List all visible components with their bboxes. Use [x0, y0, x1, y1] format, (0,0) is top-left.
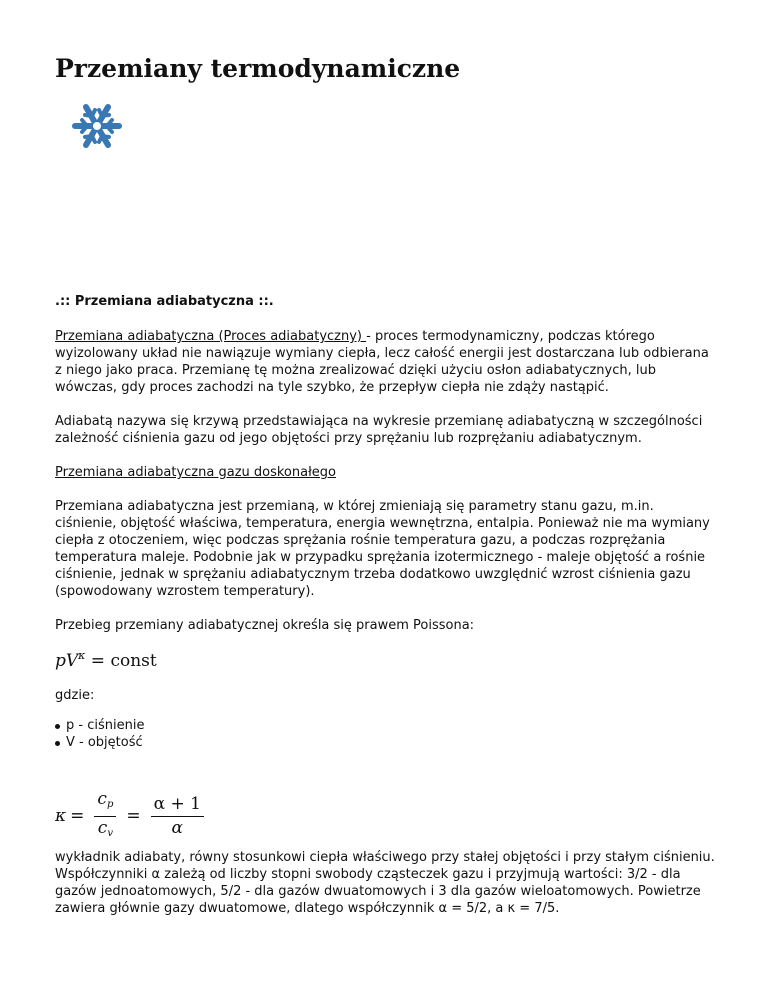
- ideal-gas-paragraph: Przemiana adiabatyczna jest przemianą, w której zmieniają się parametry stanu gazu, m.in. ciśnienie, objętość właściwa, temperatura, energia wewnętrzna, entalpia. Ponieważ nie ma wymiany ciepła z otoczeniem, więc podczas sprężania rośnie temperatura gazu, a podczas rozprężania temperatura maleje. Podobnie jak w przypadku sprężania izotermicznego - maleje objętość a rośnie ciśnienie, jednak w sprężaniu adiabatycznym trzeba dodatkowo uwzględnić wzrost ciśnienia gazu (spowodowany wzrostem temperatury).: [55, 499, 710, 599]
- article-content: [55, 293, 717, 917]
- cp-symbol: c: [97, 788, 107, 809]
- exponent-paragraph: wykładnik adiabaty, równy stosunkowi ciepła właściwego przy stałej objętości i przy stałym ciśnieniu. Współczynniki α zależą od liczby stopni swobody cząsteczek gazu i przyjmują wartości: 3/2 - dla gazów jednoatomowych, 5/2 - dla gazów dwuatomowych i 3 dla gazów wieloatomowych. Powietrze zawiera głównie gazy dwuatomowe, dlatego współczynnik α = 5/2, a κ = 7/5.: [55, 850, 715, 916]
- cv-symbol: c: [97, 817, 108, 838]
- cv-subscript: v: [107, 827, 113, 839]
- alpha-numerator: α + 1: [151, 795, 204, 817]
- ideal-gas-link[interactable]: Przemiana adiabatyczna gazu doskonałego: [55, 465, 336, 480]
- equals-sign: =: [126, 805, 141, 826]
- const-rhs: = const: [90, 651, 157, 671]
- snowflake-icon: [69, 101, 125, 151]
- variables-list: [55, 717, 717, 751]
- adiabatic-process-link[interactable]: Przemiana adiabatyczna (Proces adiabatyczny): [55, 329, 367, 344]
- list-item: V - objętość: [55, 734, 717, 751]
- section-heading: .:: Przemiana adiabatyczna ::.: [55, 294, 274, 309]
- equals-sign: =: [70, 805, 85, 826]
- kappa-exponent: κ: [78, 649, 86, 662]
- alpha-denominator: α: [171, 817, 184, 838]
- where-label: gdzie:: [55, 688, 95, 703]
- poisson-formula: [55, 647, 717, 670]
- pressure-symbol: p: [55, 651, 66, 671]
- adiabata-paragraph: Adiabatą nazywa się krzywą przedstawiająca na wykresie przemianę adiabatyczną w szczególności zależność ciśnienia gazu od jego objętości przy sprężaniu lub rozprężaniu adiabatycznym.: [55, 414, 703, 446]
- intro-paragraph: [55, 328, 717, 396]
- alpha-fraction: [151, 795, 204, 838]
- volume-symbol: V: [65, 651, 79, 671]
- poisson-intro: Przebieg przemiany adiabatycznej określa się prawem Poissona:: [55, 618, 475, 633]
- cp-subscript: p: [106, 798, 114, 810]
- intro-text: - proces termodynamiczny, podczas którego wyizolowany układ nie nawiązuje wymiany ciepła, lecz całość energii jest dostarczana lub odbierana z niego jako praca. Przemianę tę można zrealizować dzięki użyciu osłon adiabatycznych, lub wówczas, gdy proces zachodzi na tyle szybko, że przepływ ciepła nie zdąży nastąpić.: [55, 329, 709, 395]
- kappa-formula: [55, 788, 717, 839]
- list-item: p - ciśnienie: [55, 717, 717, 734]
- kappa-symbol: κ: [55, 805, 67, 826]
- heat-capacity-fraction: [94, 790, 116, 843]
- page-title: Przemiany termodynamiczne: [55, 54, 461, 83]
